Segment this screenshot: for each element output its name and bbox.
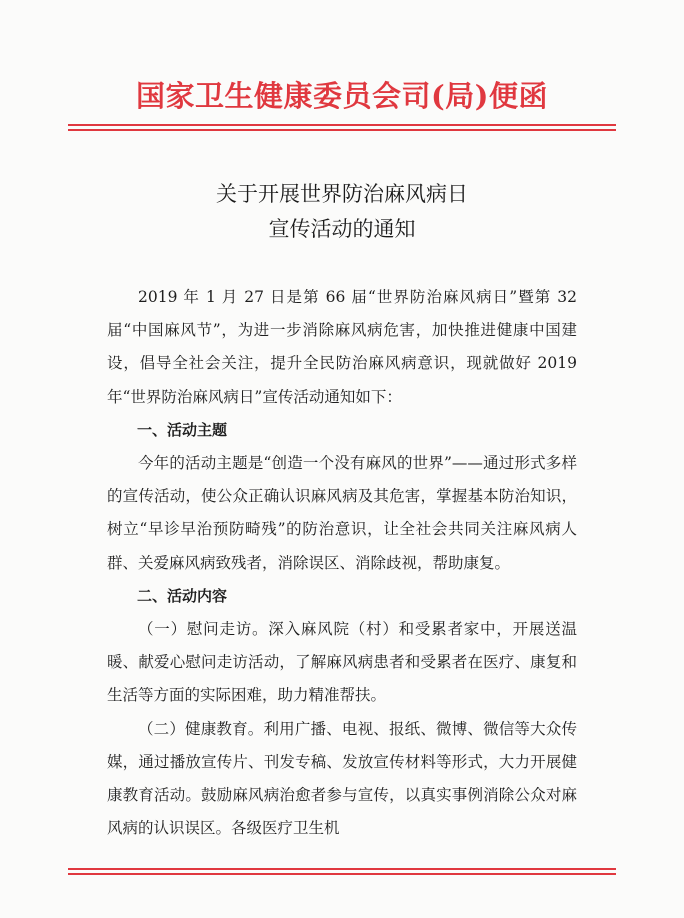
section-heading-content: 二、活动内容 [137, 586, 228, 605]
intro-paragraph: 2019 年 1 月 27 日是第 66 届“世界防治麻风病日”暨第 32 届“中国麻风节”，为进一步消除麻风病危害，加快推进健康中国建设，倡导全社会关注，提升全民防治麻风病意识，现就做好 2019 年“世界防治麻风病日”宣传活动通知如下： [107, 288, 577, 406]
theme-paragraph: 今年的活动主题是“创造一个没有麻风的世界”——通过形式多样的宣传活动，使公众正确认识麻风病及其危害，掌握基本防治知识，树立“早诊早治预防畸残”的防治意识，让全社会共同关注麻风病人群、关爱麻风病致残者，消除误区、消除歧视，帮助康复。 [107, 454, 577, 572]
masthead-title: 国家卫生健康委员会司(局)便函 [136, 79, 548, 113]
footer-rule-lower [68, 873, 616, 875]
notice-title-line1: 关于开展世界防治麻风病日 [216, 182, 468, 206]
education-paragraph: （二）健康教育。利用广播、电视、报纸、微博、微信等大众传媒，通过播放宣传片、刊发专稿、发放宣传材料等形式，大力开展健康教育活动。鼓励麻风病治愈者参与宣传，以真实事例消除公众对麻风病的认识误区。各级医疗卫生机 [107, 719, 577, 838]
footer-rule-upper [68, 868, 616, 870]
visit-paragraph: （一）慰问走访。深入麻风院（村）和受累者家中，开展送温暖、献爱心慰问走访活动，了解麻风病患者和受累者在医疗、康复和生活等方面的实际困难，助力精准帮扶。 [107, 620, 577, 705]
masthead-rule-upper [68, 124, 616, 126]
section-heading-theme: 一、活动主题 [137, 420, 228, 439]
masthead-rule-lower [68, 129, 616, 131]
notice-title-line2: 宣传活动的通知 [268, 217, 416, 241]
document-body [107, 281, 577, 845]
